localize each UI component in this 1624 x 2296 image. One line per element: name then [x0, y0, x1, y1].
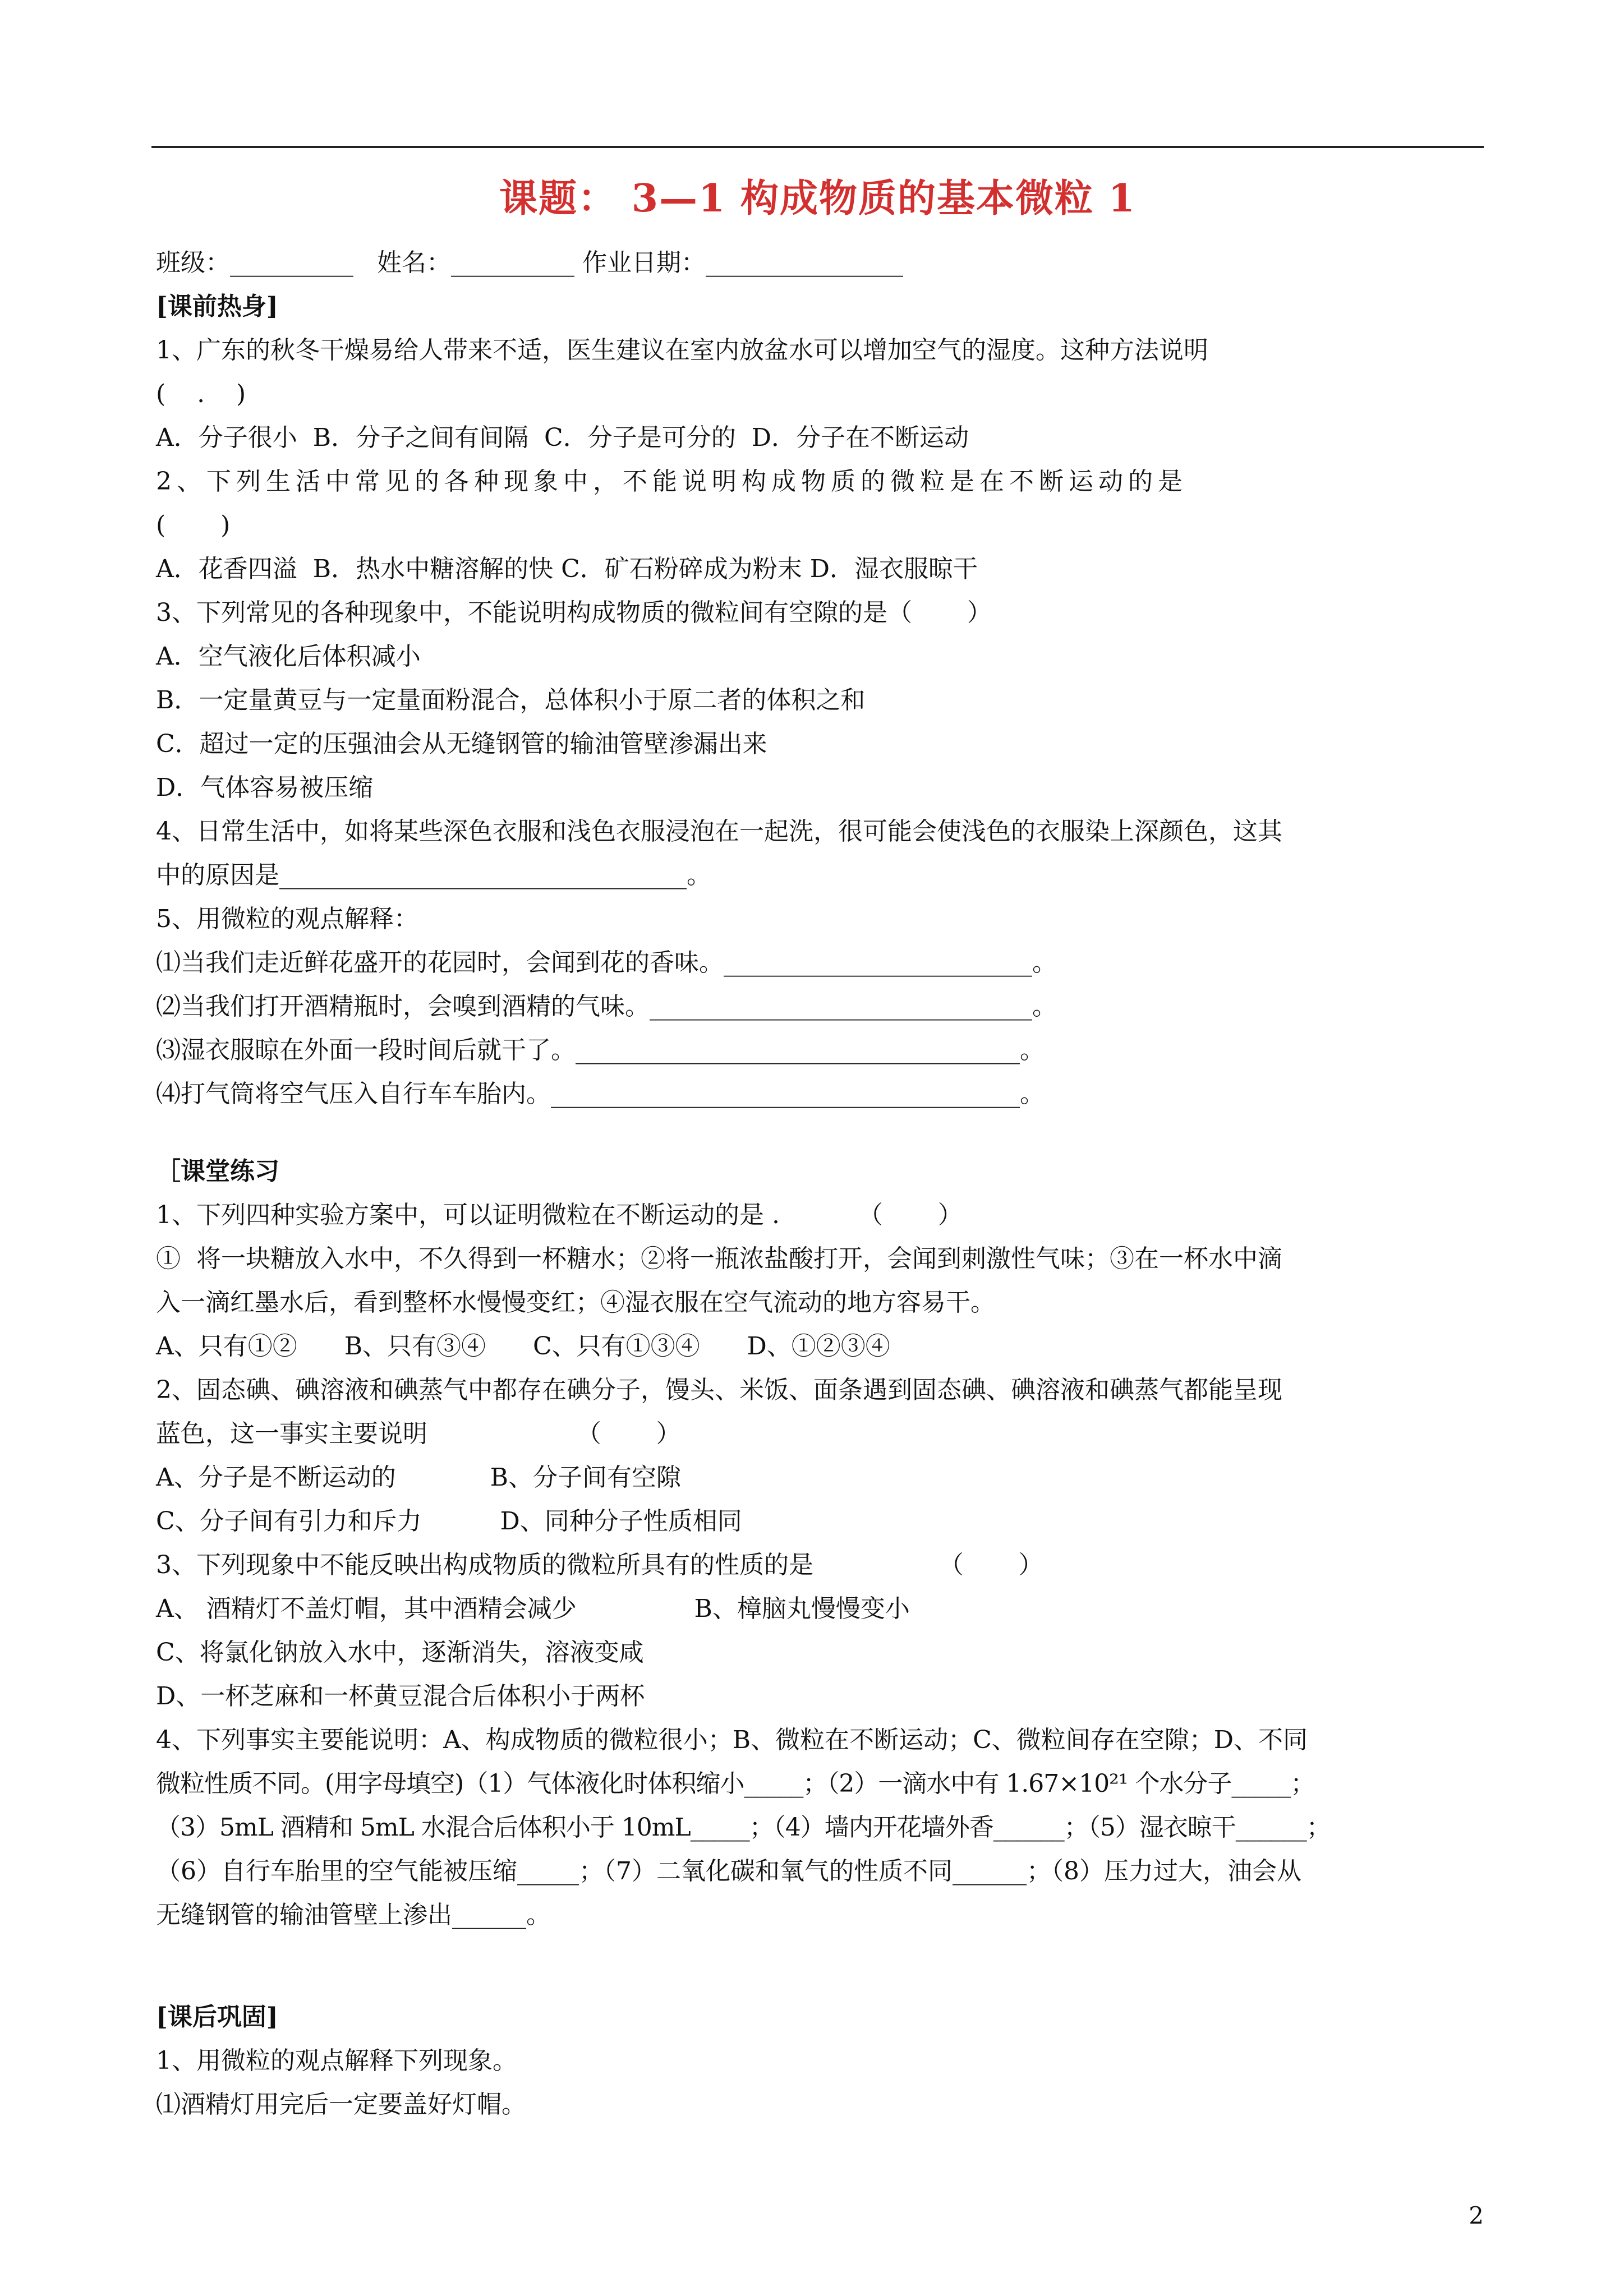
pre-class-line: D．气体容易被压缩 [156, 773, 374, 802]
in-class-line: 入一滴红墨水后，看到整杯水慢慢变红；④湿衣服在空气流动的地方容易干。 [156, 1288, 995, 1317]
pre-class-line: A．空气液化后体积减小 [156, 642, 421, 671]
header-rule [151, 146, 1484, 148]
date-blank[interactable]: ________________ [705, 248, 903, 277]
in-class-line: 蓝色，这一事实主要说明 （ ） [156, 1419, 681, 1448]
pre-class-line: A．花香四溢 B．热水中糖溶解的快 C．矿石粉碎成为粉末 D．湿衣服晾干 [156, 555, 978, 583]
in-class-line: ① 将一块糖放入水中，不久得到一杯糖水；②将一瓶浓盐酸打开，会闻到刺激性气味；③在一杯水中滴 [156, 1244, 1282, 1273]
in-class-line: 4、下列事实主要能说明：A、构成物质的微粒很小；B、微粒在不断运动；C、微粒间存在空隙；D、不同 [156, 1726, 1308, 1754]
name-label: 姓名： [376, 248, 451, 277]
pre-class-line: A．分子很小 B．分子之间有间隔 C．分子是可分的 D．分子在不断运动 [156, 423, 969, 452]
pre-class-line: 1、广东的秋冬干燥易给人带来不适，医生建议在室内放盆水可以增加空气的湿度。这种方法说明 [156, 336, 1208, 365]
class-blank[interactable]: __________ [230, 248, 353, 277]
date-label: 作业日期： [582, 248, 706, 277]
in-class-line: C、将氯化钠放入水中，逐渐消失，溶液变咸 [156, 1638, 644, 1667]
student-info-row [156, 241, 1484, 285]
page-title: 课题： 3—1 构成物质的基本微粒 1 [499, 176, 1136, 221]
section-spacer [156, 1937, 1484, 1971]
pre-class-line: 中的原因是_________________________________。 [156, 861, 711, 889]
section-spacer [156, 1116, 1484, 1150]
pre-class-line: 4、日常生活中，如将某些深色衣服和浅色衣服浸泡在一起洗，很可能会使浅色的衣服染上深颜色，这其 [156, 817, 1282, 846]
in-class-line: A、只有①② B、只有③④ C、只有①③④ D、①②③④ [156, 1332, 890, 1361]
pre-class-line: ⑴当我们走近鲜花盛开的花园时，会闻到花的香味。_________________________。 [156, 948, 1057, 977]
pre-class-line: 2、下列生活中常见的各种现象中，不能说明构成物质的微粒是在不断运动的是 [156, 467, 1188, 496]
pre-class-line: 3、下列常见的各种现象中，不能说明构成物质的微粒间有空隙的是（ ） [156, 598, 992, 627]
pre-class-line: ⑶湿衣服晾在外面一段时间后就干了。____________________________________。 [156, 1036, 1045, 1064]
pre-class-line: ⑷打气筒将空气压入自行车车胎内。______________________________________。 [156, 1080, 1045, 1108]
name-blank[interactable]: __________ [450, 248, 574, 277]
in-class-line: 1、下列四种实验方案中，可以证明微粒在不断运动的是 . （ ） [156, 1201, 963, 1229]
in-class-line: C、分子间有引力和斥力 D、同种分子性质相同 [156, 1507, 742, 1536]
pre-class-line: ( ) [156, 511, 231, 540]
pre-class-heading: [课前热身] [156, 292, 278, 321]
pre-class-line: B．一定量黄豆与一定量面粉混合，总体积小于原二者的体积之和 [156, 686, 866, 714]
after-class-heading: [课后巩固] [156, 2003, 278, 2031]
in-class-line: （6）自行车胎里的空气能被压缩_____；（7）二氧化碳和氧气的性质不同______；（8）压力过大，油会从 [156, 1857, 1301, 1885]
in-class-line: 2、固态碘、碘溶液和碘蒸气中都存在碘分子，馒头、米饭、面条遇到固态碘、碘溶液和碘蒸气都能呈现 [156, 1376, 1282, 1404]
in-class-line: （3）5mL 酒精和 5mL 水混合后体积小于 10mL_____；（4）墙内开花墙外香______；（5）湿衣晾干______； [156, 1813, 1331, 1842]
in-class-line: A、分子是不断运动的 B、分子间有空隙 [156, 1463, 681, 1492]
in-class-line: A、 酒精灯不盖灯帽，其中酒精会减少 B、樟脑丸慢慢变小 [156, 1594, 910, 1623]
section-spacer [156, 1971, 1484, 1995]
worksheet-body [156, 241, 1484, 2127]
pre-class-line: ⑵当我们打开酒精瓶时，会嗅到酒精的气味。_______________________________。 [156, 992, 1057, 1021]
page-number: 2 [1469, 2202, 1484, 2229]
in-class-line: 无缝钢管的输油管壁上渗出______。 [156, 1901, 551, 1929]
pre-class-line: C．超过一定的压强油会从无缝钢管的输油管壁渗漏出来 [156, 730, 767, 758]
class-label: 班级： [156, 248, 230, 277]
pre-class-line: ( . ) [156, 380, 246, 408]
pre-class-line: 5、用微粒的观点解释： [156, 905, 418, 933]
in-class-line: D、一杯芝麻和一杯黄豆混合后体积小于两杯 [156, 1682, 645, 1711]
in-class-line: 3、下列现象中不能反映出构成物质的微粒所具有的性质的是 （ ） [156, 1551, 1043, 1579]
in-class-line: 微粒性质不同。(用字母填空)（1）气体液化时体积缩小_____；（2）一滴水中有 1.67×10²¹ 个水分子_____； [156, 1769, 1315, 1798]
after-class-line: 1、用微粒的观点解释下列现象。 [156, 2046, 517, 2075]
after-class-line: ⑴酒精灯用完后一定要盖好灯帽。 [156, 2090, 526, 2119]
in-class-heading: ［课堂练习 [156, 1157, 279, 1186]
